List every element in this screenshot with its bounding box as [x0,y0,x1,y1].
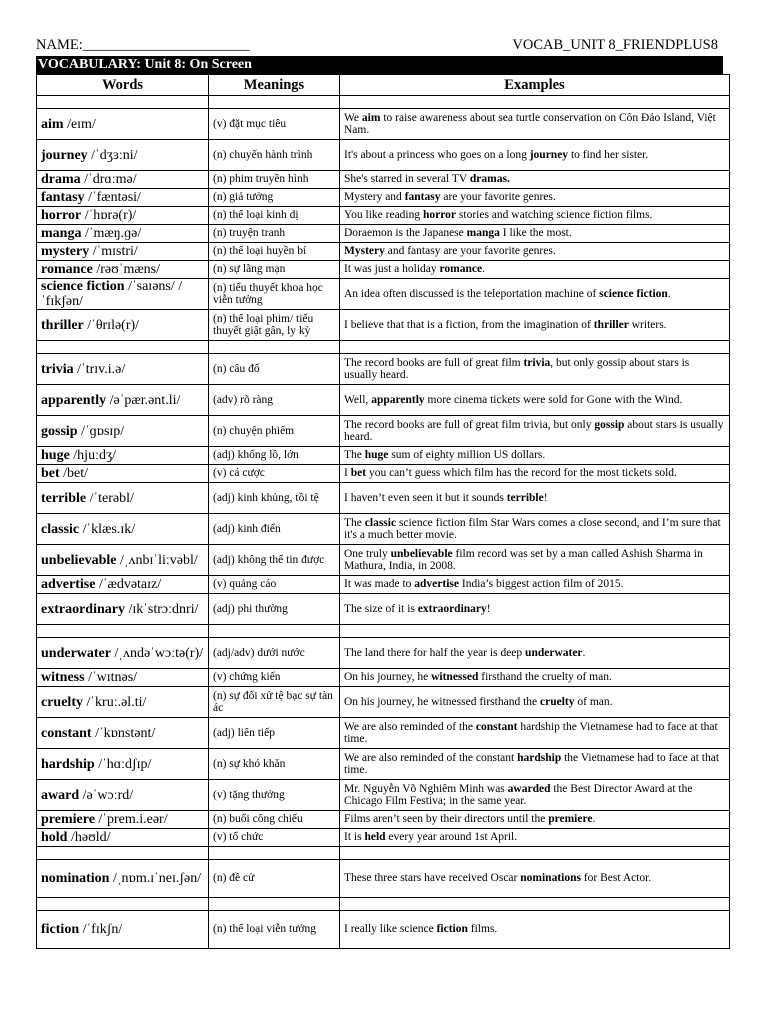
phonetic-transcription: /ˈklæs.ɪk/ [82,521,136,537]
example-text-before: Films aren’t seen by their directors until the [344,813,549,826]
word-cell [37,594,209,625]
phonetic-transcription: /həʊld/ [70,830,111,845]
example-text-before: You like reading [344,209,424,222]
example-highlighted-word: constant [475,720,518,733]
meaning-cell: (n) sự khó khăn [209,749,340,780]
vocab-word: mystery [41,244,90,259]
meaning-cell: (n) chuyến hành trình [209,140,340,171]
vocab-word: gossip [41,423,78,439]
vocab-word: extraordinary [41,601,125,617]
vocab-row [37,243,730,261]
spacer-cell [37,898,209,911]
meaning-cell: (v) chứng kiến [209,669,340,687]
spacer-cell [37,96,209,109]
vocab-word: bet [41,466,60,481]
vocab-word: terrible [41,490,87,506]
meaning-cell: (adj) phi thường [209,594,340,625]
word-cell [37,811,209,829]
word-cell [37,911,209,949]
meaning-cell: (n) đề cử [209,860,340,898]
vocab-row [37,279,730,310]
example-highlighted-word: gossip [594,418,625,431]
example-text-before: We are also reminded of the [344,720,476,733]
meaning-cell: (adj/adv) dưới nước [209,638,340,669]
vocab-word: science fiction [41,279,125,294]
vocab-row [37,483,730,514]
word-cell [37,261,209,279]
phonetic-transcription: /ˈtrɪv.i.ə/ [77,361,126,377]
word-cell [37,416,209,447]
example-text-before: The [344,449,365,462]
example-cell [340,207,730,225]
example-text-after: and fantasy are your favorite genres. [384,245,556,258]
example-highlighted-word: classic [364,516,397,529]
example-highlighted-word: fiction [436,923,468,936]
phonetic-transcription: /ˈterəbl/ [89,490,134,506]
example-text-after: more cinema tickets were sold for Gone with the Wind. [424,393,683,406]
example-text-before: I believe that that is a fiction, from the imagination of [344,318,594,331]
example-text-before: Well, [344,393,372,406]
word-cell [37,687,209,718]
vocab-row [37,911,730,949]
meaning-cell: (adj) liên tiếp [209,718,340,749]
vocabulary-table-body [37,96,730,949]
vocab-word: fiction [41,922,80,937]
example-highlighted-word: manga [466,227,500,240]
example-cell [340,911,730,949]
example-text-after: the Best Director Award at the Chicago Film Festiva; in the same year. [344,782,693,807]
phonetic-transcription: /ˌʌnbɪˈliːvəbl/ [119,552,198,568]
example-cell [340,514,730,545]
meaning-cell: (n) buổi công chiếu [209,811,340,829]
example-cell [340,354,730,385]
phonetic-transcription: /rəʊˈmæns/ [96,262,161,277]
vocab-row [37,860,730,898]
meaning-cell: (v) cá cược [209,465,340,483]
word-cell [37,465,209,483]
vocab-row [37,261,730,279]
meaning-cell: (v) đặt mục tiêu [209,109,340,140]
column-header-examples: Examples [340,75,730,96]
example-text-before: We are also reminded of the constant [344,751,518,764]
example-cell [340,261,730,279]
phonetic-transcription: /bet/ [63,466,89,481]
spacer-cell [340,847,730,860]
vocab-row [37,514,730,545]
word-cell [37,514,209,545]
vocab-word: aim [41,116,64,132]
example-text-before: We [344,111,362,124]
example-text-after: of man. [574,695,613,708]
word-cell [37,860,209,898]
phonetic-transcription: /ˈprem.i.eər/ [98,812,168,827]
example-text-before: On his journey, he witnessed firsthand the [344,695,540,708]
word-cell [37,385,209,416]
word-cell [37,140,209,171]
vocab-word: apparently [41,392,107,408]
example-cell [340,109,730,140]
example-highlighted-word: awarded [507,782,551,795]
word-cell [37,576,209,594]
vocab-row [37,780,730,811]
example-text-after: . [667,287,671,300]
example-text-after: for Best Actor. [580,872,652,885]
phonetic-transcription: /ˈdrɑːmə/ [84,172,137,187]
phonetic-transcription: /ˌnɒm.ɪˈneɪ.ʃən/ [112,871,202,886]
example-text-after: sum of eighty million US dollars. [388,449,546,462]
word-cell [37,171,209,189]
example-cell [340,811,730,829]
example-text-after: . [482,263,485,276]
vocab-word: constant [41,725,92,741]
vocab-word: classic [41,521,80,537]
vocab-word: award [41,787,80,803]
example-highlighted-word: apparently [371,393,425,406]
example-highlighted-word: witnessed [431,671,479,684]
example-cell [340,385,730,416]
meaning-cell: (n) chuyện phiếm [209,416,340,447]
phonetic-transcription: /ˈhɒrə(r)/ [84,208,137,223]
example-text-before: The record books are full of great film trivia, but only [344,418,595,431]
example-highlighted-word: premiere [548,813,593,826]
example-highlighted-word: fantasy [404,191,441,204]
example-highlighted-word: thriller [593,318,629,331]
vocab-row [37,465,730,483]
phonetic-transcription: /ˈhɑːdʃɪp/ [98,756,152,772]
section-spacer-row [37,898,730,911]
word-cell [37,638,209,669]
example-text-before: Mr. Nguyễn Võ Nghiêm Minh was [344,782,508,795]
word-cell [37,310,209,341]
word-cell [37,354,209,385]
example-cell [340,140,730,171]
example-cell [340,594,730,625]
example-text-before: The [344,516,365,529]
vocab-row [37,189,730,207]
phonetic-transcription: /ˈwɪtnəs/ [88,670,138,685]
vocab-word: hardship [41,756,95,772]
meaning-cell: (n) câu đố [209,354,340,385]
vocab-word: trivia [41,361,74,377]
document-code: VOCAB_UNIT 8_FRIENDPLUS8 [512,37,718,53]
vocab-word: hold [41,830,68,845]
word-cell [37,669,209,687]
spacer-cell [209,847,340,860]
vocab-row [37,594,730,625]
phonetic-transcription: /hjuːdʒ/ [73,448,117,463]
vocabulary-title-bar: VOCABULARY: Unit 8: On Screen [36,56,723,74]
vocab-word: manga [41,226,82,241]
word-cell [37,207,209,225]
example-highlighted-word: held [364,831,386,844]
vocab-row [37,829,730,847]
section-spacer-row [37,847,730,860]
example-cell [340,483,730,514]
example-cell [340,669,730,687]
section-spacer-row [37,96,730,109]
phonetic-transcription: /ˈkruː.əl.ti/ [86,694,147,710]
phonetic-transcription: /eɪm/ [67,116,96,132]
example-text-after: to raise awareness about sea turtle conservation on Côn Đảo Island, Việt Nam. [344,111,716,136]
example-text-after: . [592,813,596,826]
example-text-before: She's starred in several TV [344,173,470,186]
word-cell [37,483,209,514]
spacer-cell [340,341,730,354]
meaning-cell: (n) thể loại phim/ tiểu thuyết giật gân, ly kỳ [209,310,340,341]
vocab-word: drama [41,172,81,187]
example-cell [340,829,730,847]
meaning-cell: (adj) không thể tin được [209,545,340,576]
spacer-cell [37,847,209,860]
example-highlighted-word: huge [364,449,389,462]
meaning-cell: (v) tổ chức [209,829,340,847]
example-highlighted-word: Mystery [344,245,385,258]
example-text-after: about stars is usually heard. [344,418,724,443]
meaning-cell: (v) tặng thưởng [209,780,340,811]
example-cell [340,638,730,669]
example-cell [340,225,730,243]
example-text-before: It is [344,831,365,844]
meaning-cell: (adj) kinh điển [209,514,340,545]
vocab-row [37,171,730,189]
example-highlighted-word: bet [350,467,367,480]
meaning-cell: (adj) kinh khủng, tồi tệ [209,483,340,514]
example-text-after: stories and watching science fiction films. [456,209,653,222]
example-cell [340,687,730,718]
vocab-row [37,545,730,576]
vocab-word: journey [41,147,88,163]
example-text-before: It was just a holiday [344,263,440,276]
example-text-before: It's about a princess who goes on a long [344,148,530,161]
phonetic-transcription: /əˈwɔːrd/ [82,787,134,803]
vocab-row [37,225,730,243]
example-text-after: you can’t guess which film has the record for the most tickets sold. [366,467,677,480]
example-cell [340,416,730,447]
phonetic-transcription: /ˈdʒɜːni/ [91,147,138,163]
example-cell [340,447,730,465]
spacer-cell [37,625,209,638]
example-highlighted-word: dramas. [469,173,510,186]
example-highlighted-word: nominations [520,872,581,885]
example-highlighted-word: advertise [414,578,459,591]
phonetic-transcription: /ˈsaɪəns/ /ˈfɪkʃən/ [41,279,183,309]
spacer-cell [340,898,730,911]
spacer-cell [209,96,340,109]
example-text-after: hardship the Vietnamese had to face at that time. [344,720,718,745]
spacer-cell [209,625,340,638]
example-highlighted-word: journey [529,148,569,161]
meaning-cell: (n) tiểu thuyết khoa học viễn tưởng [209,279,340,310]
meaning-cell: (n) phim truyền hình [209,171,340,189]
example-text-after: science fiction film Star Wars comes a close second, and I’m sure that it's a much better movie. [344,516,721,541]
example-highlighted-word: cruelty [540,695,575,708]
meaning-cell: (n) truyện tranh [209,225,340,243]
example-text-after: I like the most. [499,227,572,240]
word-cell [37,447,209,465]
section-spacer-row [37,341,730,354]
example-highlighted-word: unbelievable [390,547,453,560]
phonetic-transcription: /ˈfæntəsi/ [88,190,141,205]
vocab-row [37,718,730,749]
column-header-words: Words [37,75,209,96]
vocab-row [37,811,730,829]
name-field-label: NAME:_______________________ [36,37,250,53]
example-text-after: film record was set by a man called Ashish Sharma in Mathura, India, in 2008. [344,547,703,572]
word-cell [37,780,209,811]
example-highlighted-word: terrible [506,491,544,504]
example-text-after: are your favorite genres. [440,191,556,204]
example-highlighted-word: horror [423,209,457,222]
word-cell [37,243,209,261]
vocab-word: premiere [41,812,95,827]
example-highlighted-word: hardship [517,751,562,764]
word-cell [37,545,209,576]
example-highlighted-word: extraordinary [417,602,487,615]
example-cell [340,310,730,341]
example-highlighted-word: science fiction [599,287,668,300]
table-header-row [37,75,730,96]
example-text-before: I haven’t even seen it but it sounds [344,491,507,504]
vocabulary-table [36,74,730,949]
example-text-before: Mystery and [344,191,405,204]
example-text-after: every year around 1st April. [385,831,518,844]
spacer-cell [37,341,209,354]
vocab-word: witness [41,670,85,685]
example-cell [340,243,730,261]
phonetic-transcription: /ˈmæŋ.ɡə/ [84,226,142,241]
word-cell [37,109,209,140]
phonetic-transcription: /ˈθrɪlə(r)/ [87,317,140,333]
vocab-row [37,447,730,465]
meaning-cell: (n) sự lãng mạn [209,261,340,279]
word-cell [37,189,209,207]
example-text-before: The land there for half the year is deep [344,646,526,659]
column-header-meanings: Meanings [209,75,340,96]
vocab-row [37,385,730,416]
vocab-word: horror [41,208,82,223]
example-text-after: films. [467,923,498,936]
section-spacer-row [37,625,730,638]
vocab-row [37,310,730,341]
example-highlighted-word: trivia [523,356,551,369]
word-cell [37,225,209,243]
example-cell [340,171,730,189]
phonetic-transcription: /ˈfɪkʃn/ [82,922,123,937]
example-text-after: to find her sister. [568,148,649,161]
vocab-row [37,416,730,447]
phonetic-transcription: /ɪkˈstrɔːdnri/ [128,601,199,617]
example-cell [340,780,730,811]
meaning-cell: (adj) khổng lồ, lớn [209,447,340,465]
example-cell [340,749,730,780]
meaning-cell: (n) thể loại huyền bí [209,243,340,261]
example-text-before: It was made to [344,578,415,591]
example-text-after: the Vietnamese had to face at that time. [344,751,720,776]
meaning-cell: (n) sự đối xử tệ bạc sự tàn ác [209,687,340,718]
phonetic-transcription: /ˈmɪstri/ [92,244,138,259]
example-text-before: These three stars have received Oscar [344,872,521,885]
example-text-after: ! [543,491,548,504]
meaning-cell: (n) giả tưởng [209,189,340,207]
example-cell [340,189,730,207]
word-cell [37,279,209,310]
phonetic-transcription: /ˌʌndəˈwɔːtə(r)/ [114,645,204,661]
vocab-word: huge [41,448,70,463]
vocab-word: nomination [41,871,110,886]
vocab-word: underwater [41,645,111,661]
vocab-row [37,140,730,171]
example-text-before: An idea often discussed is the teleportation machine of [344,287,600,300]
vocab-row [37,638,730,669]
example-cell [340,545,730,576]
example-text-before: The size of it is [344,602,418,615]
example-text-before: One truly [344,547,391,560]
vocab-row [37,576,730,594]
example-text-before: Doraemon is the Japanese [344,227,467,240]
meaning-cell: (adv) rõ ràng [209,385,340,416]
spacer-cell [209,341,340,354]
phonetic-transcription: /ˈɡɒsɪp/ [81,423,125,439]
vocab-row [37,669,730,687]
phonetic-transcription: /ˈædvətaɪz/ [98,577,162,592]
example-text-after: . [582,646,586,659]
vocab-word: fantasy [41,190,85,205]
spacer-cell [340,96,730,109]
vocab-row [37,207,730,225]
example-text-after: writers. [628,318,667,331]
word-cell [37,718,209,749]
example-cell [340,279,730,310]
example-text-before: The record books are full of great film [344,356,524,369]
example-highlighted-word: aim [361,111,381,124]
spacer-cell [340,625,730,638]
example-cell [340,718,730,749]
example-text-after: ! [486,602,491,615]
example-text-before: On his journey, he [344,671,432,684]
example-cell [340,576,730,594]
example-highlighted-word: underwater [525,646,583,659]
meaning-cell: (v) quảng cáo [209,576,340,594]
meaning-cell: (n) thể loại viễn tưởng [209,911,340,949]
spacer-cell [209,898,340,911]
word-cell [37,749,209,780]
example-text-after: firsthand the cruelty of man. [478,671,612,684]
phonetic-transcription: /əˈpær.ənt.li/ [109,392,181,408]
example-text-after: India’s biggest action film of 2015. [458,578,624,591]
word-cell [37,829,209,847]
example-text-before: I really like science [344,923,437,936]
vocab-row [37,687,730,718]
vocab-row [37,749,730,780]
vocab-row [37,354,730,385]
vocab-word: unbelievable [41,552,117,568]
example-cell [340,860,730,898]
meaning-cell: (n) thể loại kinh dị [209,207,340,225]
example-cell [340,465,730,483]
vocab-word: thriller [41,317,84,333]
vocab-row [37,109,730,140]
example-highlighted-word: romance [439,263,483,276]
vocab-word: cruelty [41,694,83,710]
vocab-word: advertise [41,577,96,592]
example-text-before: I [344,467,351,480]
example-text-after: , but only gossip about stars is usually heard. [344,356,690,381]
phonetic-transcription: /ˈkɒnstənt/ [95,725,156,741]
vocab-word: romance [41,262,93,277]
